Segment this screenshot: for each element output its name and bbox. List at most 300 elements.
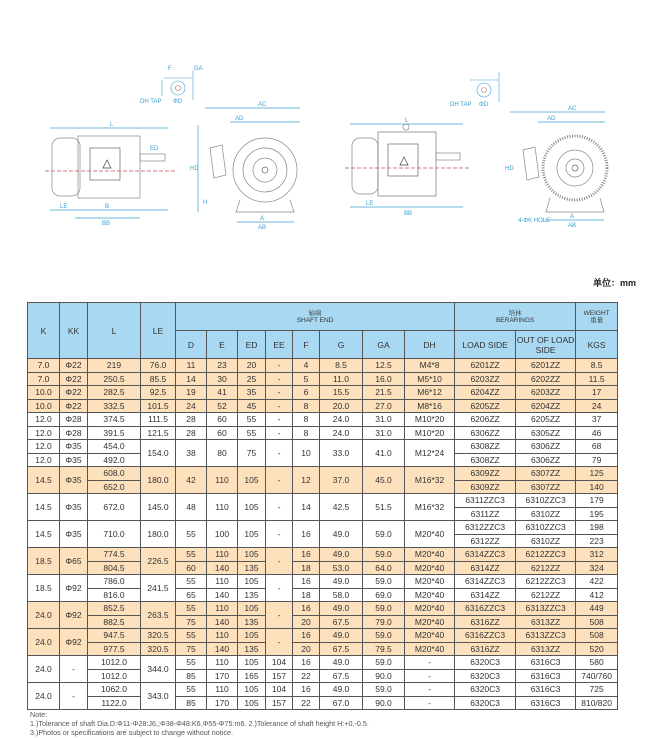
- table-cell: 6314ZZC3: [455, 548, 516, 562]
- table-cell: 6204ZZ: [455, 386, 516, 400]
- table-cell: 14.5: [28, 467, 60, 494]
- table-cell: 105: [238, 602, 266, 616]
- table-cell: 140: [207, 561, 238, 575]
- table-cell: M8*16: [405, 399, 455, 413]
- table-cell: 6: [293, 386, 320, 400]
- table-cell: 25: [238, 372, 266, 386]
- table-cell: 10: [293, 440, 320, 467]
- svg-text:L: L: [110, 122, 114, 128]
- weight-cn: 重量: [590, 316, 604, 324]
- table-cell: 250.5: [88, 372, 141, 386]
- table-cell: M10*20: [405, 426, 455, 440]
- group-bearings: [455, 303, 576, 331]
- table-cell: 520: [576, 642, 618, 656]
- table-cell: 165: [238, 669, 266, 683]
- table-cell: 6310ZZ: [516, 534, 576, 548]
- table-cell: 6212ZZC3: [516, 548, 576, 562]
- table-cell: -: [266, 467, 293, 494]
- table-cell: 18: [293, 588, 320, 602]
- group-weight: [576, 303, 618, 331]
- table-cell: -: [266, 386, 293, 400]
- table-cell: 49.0: [320, 548, 363, 562]
- table-cell: 6204ZZ: [516, 399, 576, 413]
- table-cell: 46: [576, 426, 618, 440]
- table-cell: -: [266, 494, 293, 521]
- svg-text:BB: BB: [102, 221, 111, 227]
- svg-text:AC: AC: [258, 102, 267, 108]
- table-cell: -: [266, 413, 293, 427]
- table-cell: 6316C3: [516, 683, 576, 697]
- table-cell: 51.5: [363, 494, 405, 521]
- table-cell: 67.5: [320, 615, 363, 629]
- table-cell: -: [266, 359, 293, 373]
- table-cell: 774.5: [88, 548, 141, 562]
- table-cell: 55: [238, 426, 266, 440]
- table-cell: 104: [266, 656, 293, 670]
- table-cell: M20*40: [405, 588, 455, 602]
- table-cell: 6316C3: [516, 656, 576, 670]
- table-cell: 6314ZZC3: [455, 575, 516, 589]
- table-cell: 454.0: [88, 440, 141, 454]
- table-cell: 16: [293, 548, 320, 562]
- bear-en: BERARINGS: [495, 316, 535, 324]
- table-cell: 786.0: [88, 575, 141, 589]
- table-cell: 140: [576, 480, 618, 494]
- table-cell: 18.5: [28, 575, 60, 602]
- table-cell: 977.5: [88, 642, 141, 656]
- table-cell: 195: [576, 507, 618, 521]
- table-cell: M16*32: [405, 467, 455, 494]
- table-cell: 6316C3: [516, 696, 576, 710]
- table-row: [28, 615, 618, 629]
- col-l: L: [88, 303, 141, 359]
- table-row: [28, 575, 618, 589]
- table-cell: Φ22: [60, 399, 88, 413]
- svg-text:ΦD: ΦD: [173, 99, 183, 105]
- table-cell: 49.0: [320, 521, 363, 548]
- table-cell: 80: [207, 440, 238, 467]
- table-cell: 6310ZZ: [516, 507, 576, 521]
- table-cell: 6313ZZC3: [516, 629, 576, 643]
- table-cell: M20*40: [405, 629, 455, 643]
- table-cell: Φ22: [60, 386, 88, 400]
- table-cell: 135: [238, 588, 266, 602]
- dimension-table: [27, 302, 618, 710]
- table-cell: 16: [293, 683, 320, 697]
- table-cell: M4*8: [405, 359, 455, 373]
- table-cell: 816.0: [88, 588, 141, 602]
- table-row: [28, 683, 618, 697]
- table-cell: 343.0: [141, 683, 176, 710]
- svg-text:4-ΦK HOLE: 4-ΦK HOLE: [518, 218, 551, 224]
- table-cell: 59.0: [363, 575, 405, 589]
- table-cell: 60: [207, 413, 238, 427]
- table-cell: Φ92: [60, 629, 88, 656]
- table-cell: -: [266, 602, 293, 629]
- table-cell: 22: [293, 696, 320, 710]
- table-cell: 508: [576, 629, 618, 643]
- table-cell: 6309ZZ: [455, 467, 516, 481]
- table-cell: 6305ZZ: [516, 426, 576, 440]
- table-cell: 6203ZZ: [455, 372, 516, 386]
- table-cell: 38: [176, 440, 207, 467]
- table-cell: 110: [207, 548, 238, 562]
- table-cell: -: [266, 575, 293, 602]
- unit-label: 单位：mm: [592, 278, 636, 288]
- table-cell: 49.0: [320, 602, 363, 616]
- table-cell: 16: [293, 602, 320, 616]
- table-cell: 6316ZZ: [455, 615, 516, 629]
- table-cell: 68: [576, 440, 618, 454]
- table-row: [28, 386, 618, 400]
- table-cell: 27.0: [363, 399, 405, 413]
- table-cell: 4: [293, 359, 320, 373]
- table-cell: 14: [176, 372, 207, 386]
- table-cell: Φ22: [60, 359, 88, 373]
- table-cell: 12: [293, 467, 320, 494]
- header-row-1: [28, 303, 618, 331]
- table-cell: 6308ZZ: [455, 440, 516, 454]
- table-row: [28, 669, 618, 683]
- table-cell: 11.5: [576, 372, 618, 386]
- table-cell: 41.0: [363, 440, 405, 467]
- table-row: [28, 372, 618, 386]
- table-cell: 8.5: [320, 359, 363, 373]
- table-cell: 67.0: [320, 696, 363, 710]
- table-cell: 52: [207, 399, 238, 413]
- table-cell: 135: [238, 642, 266, 656]
- table-cell: 6201ZZ: [516, 359, 576, 373]
- table-cell: 145.0: [141, 494, 176, 521]
- table-cell: 6312ZZC3: [455, 521, 516, 535]
- table-cell: 76.0: [141, 359, 176, 373]
- table-cell: 104: [266, 683, 293, 697]
- table-cell: 55: [176, 683, 207, 697]
- table-cell: 10.0: [28, 386, 60, 400]
- table-cell: 48: [176, 494, 207, 521]
- table-cell: 21.5: [363, 386, 405, 400]
- table-cell: 49.0: [320, 656, 363, 670]
- table-row: [28, 642, 618, 656]
- table-row: [28, 359, 618, 373]
- table-cell: 30: [207, 372, 238, 386]
- table-cell: -: [405, 696, 455, 710]
- table-row: [28, 494, 618, 508]
- table-cell: 12.0: [28, 413, 60, 427]
- table-cell: 6320C3: [455, 669, 516, 683]
- table-cell: 580: [576, 656, 618, 670]
- table-cell: 140: [207, 642, 238, 656]
- table-cell: 6307ZZ: [516, 467, 576, 481]
- notes: [30, 710, 369, 737]
- table-cell: M5*10: [405, 372, 455, 386]
- table-cell: 59.0: [363, 521, 405, 548]
- note-title: Note:: [30, 710, 48, 719]
- table-cell: 20: [293, 642, 320, 656]
- table-cell: 154.0: [141, 440, 176, 467]
- table-cell: M6*12: [405, 386, 455, 400]
- table-row: [28, 426, 618, 440]
- table-cell: Φ22: [60, 372, 88, 386]
- table-cell: 6311ZZC3: [455, 494, 516, 508]
- table-cell: M10*20: [405, 413, 455, 427]
- table-cell: 69.0: [363, 588, 405, 602]
- table-cell: M16*32: [405, 494, 455, 521]
- table-cell: 31.0: [363, 413, 405, 427]
- svg-text:AB: AB: [568, 223, 577, 229]
- table-cell: 804.5: [88, 561, 141, 575]
- table-cell: 121.5: [141, 426, 176, 440]
- table-cell: 55: [176, 575, 207, 589]
- table-cell: 59.0: [363, 629, 405, 643]
- svg-text:ΦD: ΦD: [479, 102, 489, 108]
- table-row: [28, 467, 618, 481]
- table-cell: 8.5: [576, 359, 618, 373]
- table-cell: 179: [576, 494, 618, 508]
- table-cell: 55: [238, 413, 266, 427]
- table-cell: 6308ZZ: [455, 453, 516, 467]
- table-cell: 28: [176, 426, 207, 440]
- shaft-cn: 轴端: [308, 309, 322, 317]
- table-cell: -: [405, 669, 455, 683]
- table-cell: -: [60, 683, 88, 710]
- table-cell: 1012.0: [88, 656, 141, 670]
- table-cell: 110: [207, 602, 238, 616]
- table-cell: 6314ZZ: [455, 561, 516, 575]
- table-cell: 135: [238, 615, 266, 629]
- table-cell: 7.0: [28, 359, 60, 373]
- table-cell: 59.0: [363, 548, 405, 562]
- table-cell: 710.0: [88, 521, 141, 548]
- table-cell: -: [266, 399, 293, 413]
- table-cell: 6313ZZ: [516, 615, 576, 629]
- table-cell: 6314ZZ: [455, 588, 516, 602]
- table-cell: -: [405, 683, 455, 697]
- table-cell: 105: [238, 521, 266, 548]
- table-cell: 65: [176, 588, 207, 602]
- table-cell: M20*40: [405, 642, 455, 656]
- table-cell: 110: [207, 467, 238, 494]
- table-cell: 8: [293, 426, 320, 440]
- table-cell: 12.5: [363, 359, 405, 373]
- table-cell: 8: [293, 413, 320, 427]
- table-cell: 24.0: [320, 413, 363, 427]
- table-cell: 75: [176, 642, 207, 656]
- table-cell: 101.5: [141, 399, 176, 413]
- table-cell: 75: [238, 440, 266, 467]
- table-cell: 6212ZZ: [516, 588, 576, 602]
- svg-text:DH TAP: DH TAP: [140, 99, 162, 105]
- svg-text:F: F: [168, 66, 172, 72]
- table-cell: 725: [576, 683, 618, 697]
- table-cell: 92.5: [141, 386, 176, 400]
- table-cell: 41: [207, 386, 238, 400]
- table-cell: 85: [176, 696, 207, 710]
- svg-text:DH TAP: DH TAP: [450, 102, 472, 108]
- table-cell: 6212ZZ: [516, 561, 576, 575]
- table-cell: -: [266, 372, 293, 386]
- table-cell: Φ35: [60, 521, 88, 548]
- table-row: [28, 521, 618, 535]
- table-cell: 6316ZZ: [455, 642, 516, 656]
- table-cell: -: [266, 440, 293, 467]
- col-e: E: [207, 331, 238, 359]
- svg-text:AB: AB: [258, 225, 267, 230]
- bear-cn: 培林: [508, 309, 522, 317]
- table-cell: Φ35: [60, 467, 88, 494]
- table-cell: 105: [238, 629, 266, 643]
- table-cell: 53.0: [320, 561, 363, 575]
- table-cell: 7.0: [28, 372, 60, 386]
- motor-side-view-2: [345, 118, 470, 217]
- table-cell: 37: [576, 413, 618, 427]
- svg-text:BB: BB: [404, 211, 413, 217]
- table-cell: 67.5: [320, 642, 363, 656]
- table-cell: 14: [293, 494, 320, 521]
- shaft-detail-left: [140, 66, 203, 105]
- table-cell: 24.0: [28, 683, 60, 710]
- table-cell: 16: [293, 575, 320, 589]
- table-cell: 1122.0: [88, 696, 141, 710]
- table-cell: 1012.0: [88, 669, 141, 683]
- col-load-side: LOAD SIDE: [455, 331, 516, 359]
- table-cell: 6203ZZ: [516, 386, 576, 400]
- table-cell: 55: [176, 602, 207, 616]
- table-cell: 157: [266, 669, 293, 683]
- table-cell: 24: [176, 399, 207, 413]
- table-cell: 140: [207, 588, 238, 602]
- table-cell: 59.0: [363, 683, 405, 697]
- col-k: K: [28, 303, 60, 359]
- table-row: [28, 696, 618, 710]
- col-g: G: [320, 331, 363, 359]
- svg-text:LE: LE: [366, 201, 374, 207]
- table-cell: 49.0: [320, 683, 363, 697]
- table-cell: 226.5: [141, 548, 176, 575]
- svg-text:B: B: [105, 204, 110, 210]
- table-cell: 58.0: [320, 588, 363, 602]
- table-cell: 312: [576, 548, 618, 562]
- table-cell: 45: [238, 399, 266, 413]
- table-cell: 6320C3: [455, 683, 516, 697]
- table-row: [28, 440, 618, 454]
- table-cell: Φ28: [60, 413, 88, 427]
- table-cell: 10.0: [28, 399, 60, 413]
- table-cell: 6205ZZ: [455, 399, 516, 413]
- table-cell: 18.5: [28, 548, 60, 575]
- table-cell: 6202ZZ: [516, 372, 576, 386]
- table-cell: M20*40: [405, 561, 455, 575]
- table-cell: 11: [176, 359, 207, 373]
- table-cell: 59.0: [363, 656, 405, 670]
- table-cell: M12*24: [405, 440, 455, 467]
- table-cell: 6306ZZ: [516, 440, 576, 454]
- table-cell: 37.0: [320, 467, 363, 494]
- table-cell: M20*40: [405, 615, 455, 629]
- table-row: [28, 602, 618, 616]
- table-cell: 374.5: [88, 413, 141, 427]
- col-ga: GA: [363, 331, 405, 359]
- table-cell: M20*40: [405, 521, 455, 548]
- table-cell: -: [266, 629, 293, 656]
- table-cell: 79: [576, 453, 618, 467]
- svg-text:ED: ED: [150, 146, 159, 152]
- table-cell: 22: [293, 669, 320, 683]
- table-cell: 60: [176, 561, 207, 575]
- table-cell: 105: [238, 683, 266, 697]
- table-cell: 85.5: [141, 372, 176, 386]
- table-cell: 28: [176, 413, 207, 427]
- motor-front-view-2: [505, 106, 607, 229]
- table-cell: 219: [88, 359, 141, 373]
- motor-side-view-1: [45, 122, 175, 227]
- col-le: LE: [141, 303, 176, 359]
- col-ee: EE: [266, 331, 293, 359]
- table-cell: 140: [207, 615, 238, 629]
- table-cell: 652.0: [88, 480, 141, 494]
- col-kgs: KGS: [576, 331, 618, 359]
- table-cell: 6313ZZC3: [516, 602, 576, 616]
- svg-text:L: L: [405, 118, 409, 124]
- table-cell: 55: [176, 629, 207, 643]
- table-cell: 6316ZZC3: [455, 602, 516, 616]
- table-cell: 110: [207, 629, 238, 643]
- group-shaft-end: [176, 303, 455, 331]
- table-row: [28, 656, 618, 670]
- table-cell: 882.5: [88, 615, 141, 629]
- table-cell: 6306ZZ: [455, 426, 516, 440]
- table-cell: 6320C3: [455, 696, 516, 710]
- table-cell: 6313ZZ: [516, 642, 576, 656]
- table-cell: 672.0: [88, 494, 141, 521]
- table-cell: 49.0: [320, 575, 363, 589]
- table-cell: Φ92: [60, 602, 88, 629]
- table-cell: 12.0: [28, 440, 60, 454]
- table-cell: 20: [293, 615, 320, 629]
- table-cell: -: [266, 548, 293, 575]
- table-cell: 6320C3: [455, 656, 516, 670]
- shaft-en: SHAFT END: [296, 316, 334, 324]
- table-cell: 33.0: [320, 440, 363, 467]
- table-cell: 110: [207, 575, 238, 589]
- table-row: [28, 399, 618, 413]
- table-cell: 170: [207, 669, 238, 683]
- table-cell: 15.5: [320, 386, 363, 400]
- table-cell: 11.0: [320, 372, 363, 386]
- table-cell: 125: [576, 467, 618, 481]
- col-dh: DH: [405, 331, 455, 359]
- table-cell: 740/760: [576, 669, 618, 683]
- table-cell: 449: [576, 602, 618, 616]
- svg-text:LE: LE: [60, 204, 68, 210]
- table-cell: M20*40: [405, 602, 455, 616]
- table-cell: Φ35: [60, 440, 88, 454]
- table-cell: -: [266, 521, 293, 548]
- table-cell: 1062.0: [88, 683, 141, 697]
- table-cell: 12.0: [28, 426, 60, 440]
- table-cell: 6311ZZ: [455, 507, 516, 521]
- table-cell: 412: [576, 588, 618, 602]
- svg-text:HD: HD: [505, 166, 514, 172]
- svg-text:AD: AD: [547, 116, 556, 122]
- table-cell: 6206ZZ: [455, 413, 516, 427]
- svg-text:GA: GA: [194, 66, 203, 72]
- table-cell: 14.5: [28, 494, 60, 521]
- table-cell: 105: [238, 548, 266, 562]
- svg-text:H: H: [203, 200, 208, 206]
- svg-text:AC: AC: [568, 106, 577, 112]
- table-cell: 492.0: [88, 453, 141, 467]
